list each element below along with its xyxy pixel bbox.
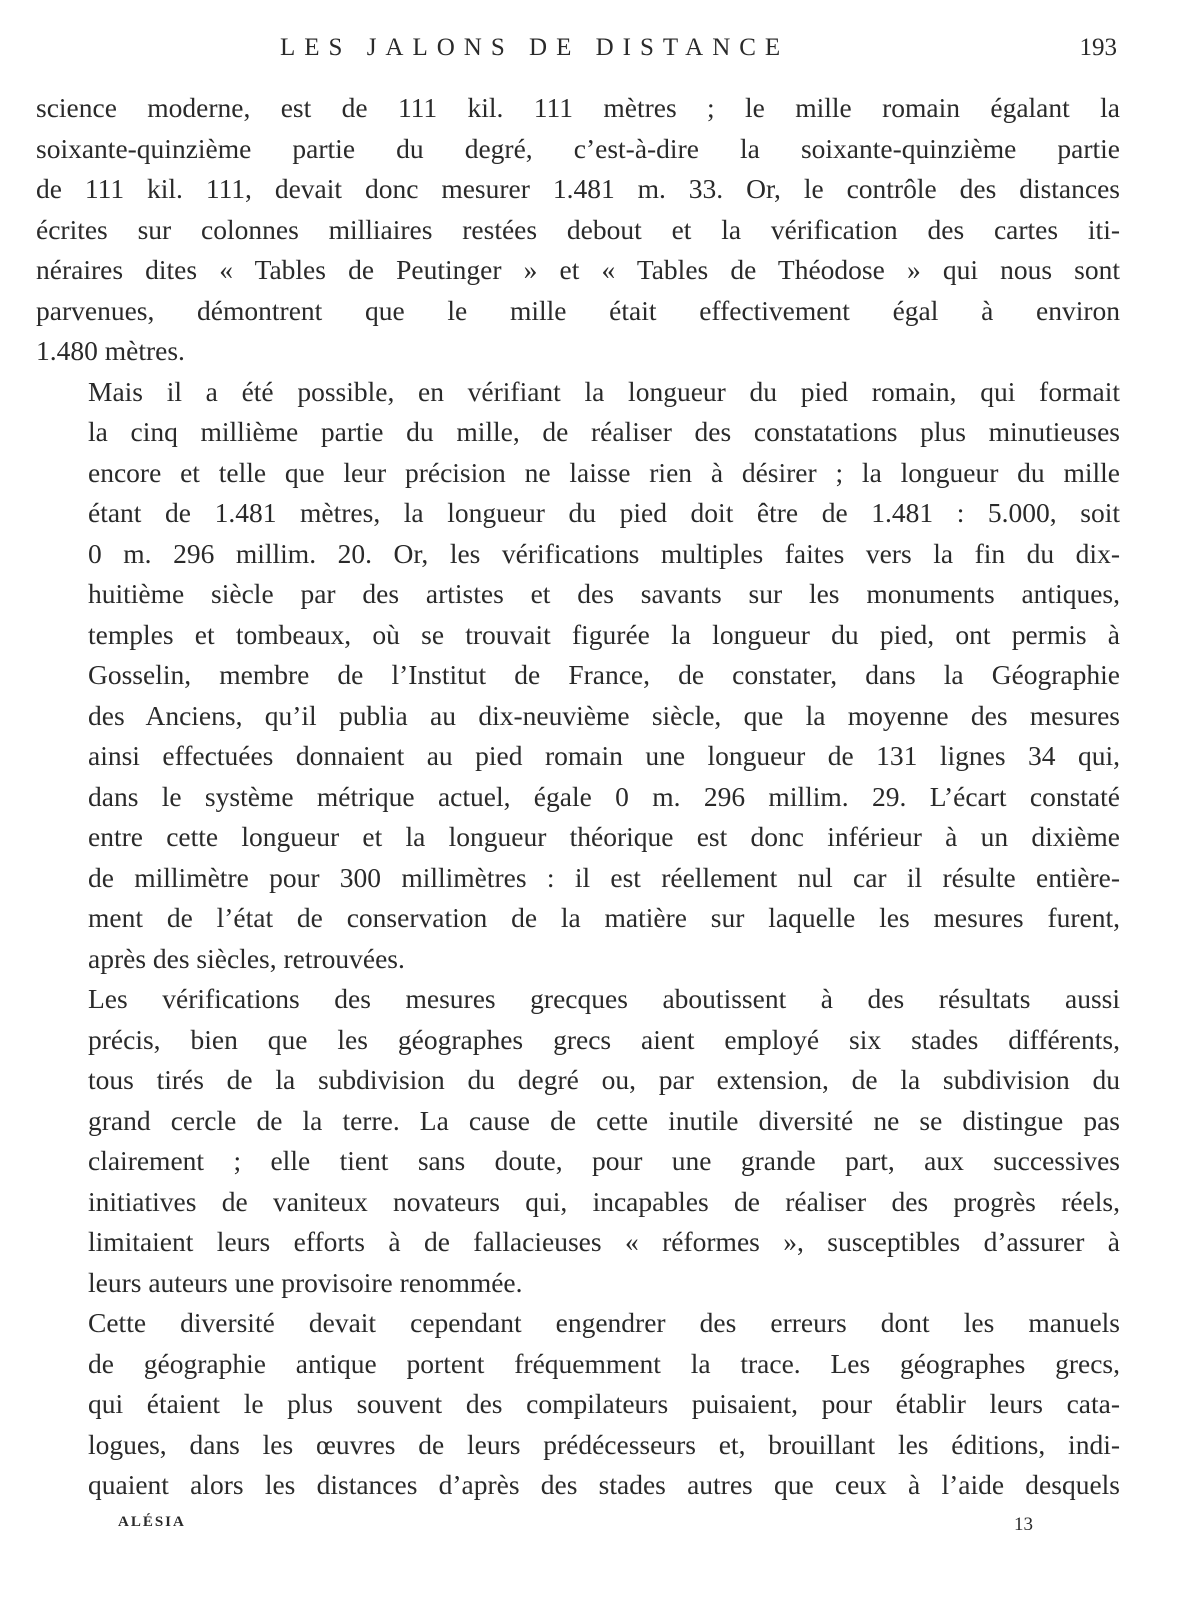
text-line: grand cercle de la terre. La cause de cette inutile diversité ne se distingue pas [88,1104,1120,1136]
text-line: quaient alors les distances d’après des stades autres que ceux à l’aide desquels [88,1469,1120,1500]
text-line: ainsi effectuées donnaient au pied romain une longueur de 131 lignes 34 qui, [88,740,1120,771]
body-text [36,88,1120,1506]
paragraph [36,979,1120,1303]
paragraph [36,88,1120,372]
text-line: leurs auteurs une provisoire renommée. [88,1266,523,1298]
text-line: ment de l’état de conservation de la matière sur laquelle les mesures furent, [88,902,1120,933]
text-line: limitaient leurs efforts à de fallacieuses « réformes », susceptibles d’assurer à [88,1226,1120,1257]
text-line: écrites sur colonnes milliaires restées debout et la vérification des cartes iti- [36,213,1120,245]
page-number: 193 [1079,34,1117,61]
text-line: Gosselin, membre de l’Institut de France, de constater, dans la Géographie [88,659,1120,690]
text-line: entre cette longueur et la longueur théorique est donc inférieur à un dixième [88,821,1120,852]
text-line: parvenues, démontrent que le mille était effectivement égal à environ [36,294,1120,326]
text-line: tous tirés de la subdivision du degré ou, par extension, de la subdivision du [88,1064,1120,1095]
signature-name: ALÉSIA [118,1514,186,1530]
text-line: de 111 kil. 111, devait donc mesurer 1.481 m. 33. Or, le contrôle des distances [36,173,1120,204]
text-line: la cinq millième partie du mille, de réaliser des constatations plus minutieuses [88,416,1120,447]
text-line: clairement ; elle tient sans doute, pour une grande part, aux successives [88,1145,1120,1176]
text-line: qui étaient le plus souvent des compilateurs puisaient, pour établir leurs cata- [88,1388,1120,1419]
paragraph [36,372,1120,980]
text-line: encore et telle que leur précision ne laisse rien à désirer ; la longueur du mille [88,456,1120,488]
text-line: après des siècles, retrouvées. [88,942,405,974]
running-head [0,30,1195,70]
text-line: néraires dites « Tables de Peutinger » et « Tables de Théodose » qui nous sont [36,254,1120,285]
text-line: 1.480 mètres. [36,335,185,366]
text-line: initiatives de vaniteux novateurs qui, incapables de réaliser des progrès réels, [88,1185,1120,1217]
text-line: étant de 1.481 mètres, la longueur du pied doit être de 1.481 : 5.000, soit [88,497,1120,528]
text-line: temples et tombeaux, où se trouvait figurée la longueur du pied, ont permis à [88,618,1120,650]
text-line: 0 m. 296 millim. 20. Or, les vérifications multiples faites vers la fin du dix- [88,537,1120,569]
text-line: de géographie antique portent fréquemment la trace. Les géographes grecs, [88,1347,1120,1379]
paragraph [36,1303,1120,1506]
text-line: Cette diversité devait cependant engendrer des erreurs dont les manuels [88,1307,1120,1338]
text-line: dans le système métrique actuel, égale 0 m. 296 millim. 29. L’écart constaté [88,780,1120,812]
text-line: soixante-quinzième partie du degré, c’est-à-dire la soixante-quinzième partie [36,132,1120,164]
text-line: Mais il a été possible, en vérifiant la longueur du pied romain, qui formait [88,375,1120,407]
page-footer [0,1514,1195,1544]
signature-number: 13 [1014,1514,1033,1535]
text-line: Les vérifications des mesures grecques aboutissent à des résultats aussi [88,983,1120,1014]
text-line: de millimètre pour 300 millimètres : il est réellement nul car il résulte entière- [88,861,1120,893]
running-title: LES JALONS DE DISTANCE [280,34,790,61]
text-line: précis, bien que les géographes grecs aient employé six stades différents, [88,1023,1120,1055]
text-line: des Anciens, qu’il publia au dix-neuvième siècle, que la moyenne des mesures [88,699,1120,731]
text-line: science moderne, est de 111 kil. 111 mètres ; le mille romain égalant la [36,92,1120,123]
text-line: huitième siècle par des artistes et des savants sur les monuments antiques, [88,578,1120,609]
text-line: logues, dans les œuvres de leurs prédécesseurs et, brouillant les éditions, indi- [88,1428,1120,1460]
